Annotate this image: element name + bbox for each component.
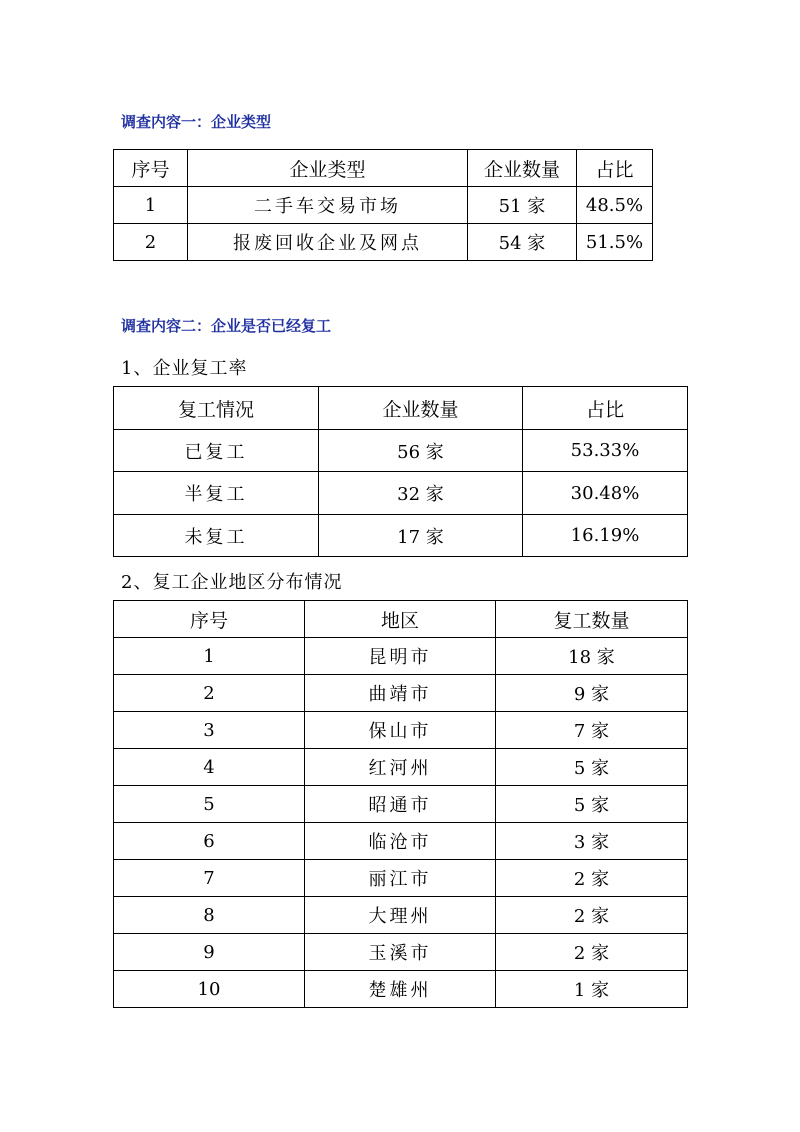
table-row xyxy=(114,971,688,1008)
table-row xyxy=(114,430,688,472)
table-cell: 51 家 xyxy=(468,187,577,224)
table-cell: 30.48% xyxy=(523,472,688,515)
table-header-row xyxy=(114,601,688,638)
table-cell: 54 家 xyxy=(468,224,577,261)
table-header-row xyxy=(114,387,688,430)
section1-heading: 调查内容一：企业类型 xyxy=(121,113,272,131)
region-distribution-table xyxy=(113,600,688,1008)
table-cell: 5 家 xyxy=(496,749,688,786)
header-cell: 企业类型 xyxy=(188,150,468,187)
table-cell: 6 xyxy=(114,823,305,860)
table-cell: 未复工 xyxy=(114,515,319,557)
table-row xyxy=(114,675,688,712)
table-cell: 临沧市 xyxy=(305,823,496,860)
table-row xyxy=(114,515,688,557)
table-row xyxy=(114,749,688,786)
enterprise-type-table xyxy=(113,149,653,261)
table-cell: 9 xyxy=(114,934,305,971)
table-cell: 48.5% xyxy=(577,187,653,224)
header-cell: 占比 xyxy=(577,150,653,187)
table-cell: 18 家 xyxy=(496,638,688,675)
subheading-return-rate: 1、企业复工率 xyxy=(121,358,248,379)
section2-heading: 调查内容二：企业是否已经复工 xyxy=(121,317,332,335)
table-row xyxy=(114,187,653,224)
table-cell: 已复工 xyxy=(114,430,319,472)
table-cell: 2 家 xyxy=(496,934,688,971)
table-cell: 2 家 xyxy=(496,897,688,934)
table-cell: 大理州 xyxy=(305,897,496,934)
subheading-region-distribution: 2、复工企业地区分布情况 xyxy=(121,572,343,593)
table-cell: 2 xyxy=(114,675,305,712)
table-cell: 玉溪市 xyxy=(305,934,496,971)
table-cell: 保山市 xyxy=(305,712,496,749)
table-cell: 半复工 xyxy=(114,472,319,515)
table-row xyxy=(114,712,688,749)
return-rate-table xyxy=(113,386,688,557)
table-cell: 2 家 xyxy=(496,860,688,897)
table-cell: 5 xyxy=(114,786,305,823)
table-cell: 红河州 xyxy=(305,749,496,786)
table-row xyxy=(114,224,653,261)
table-cell: 51.5% xyxy=(577,224,653,261)
header-cell: 序号 xyxy=(114,601,305,638)
table-cell: 8 xyxy=(114,897,305,934)
table-cell: 3 xyxy=(114,712,305,749)
table-cell: 4 xyxy=(114,749,305,786)
table-header-row xyxy=(114,150,653,187)
table-cell: 5 家 xyxy=(496,786,688,823)
header-cell: 复工情况 xyxy=(114,387,319,430)
table-cell: 昆明市 xyxy=(305,638,496,675)
table-cell: 3 家 xyxy=(496,823,688,860)
table-cell: 昭通市 xyxy=(305,786,496,823)
table-cell: 9 家 xyxy=(496,675,688,712)
table-cell: 二手车交易市场 xyxy=(188,187,468,224)
table-cell: 1 家 xyxy=(496,971,688,1008)
table-row xyxy=(114,897,688,934)
table-cell: 10 xyxy=(114,971,305,1008)
table-cell: 1 xyxy=(114,187,188,224)
table-cell: 56 家 xyxy=(319,430,523,472)
table-cell: 16.19% xyxy=(523,515,688,557)
table-row xyxy=(114,934,688,971)
table-cell: 楚雄州 xyxy=(305,971,496,1008)
header-cell: 复工数量 xyxy=(496,601,688,638)
table-cell: 53.33% xyxy=(523,430,688,472)
table-cell: 7 家 xyxy=(496,712,688,749)
table-cell: 1 xyxy=(114,638,305,675)
table-cell: 丽江市 xyxy=(305,860,496,897)
header-cell: 序号 xyxy=(114,150,188,187)
table-cell: 32 家 xyxy=(319,472,523,515)
table-cell: 曲靖市 xyxy=(305,675,496,712)
table-row xyxy=(114,786,688,823)
header-cell: 企业数量 xyxy=(319,387,523,430)
header-cell: 企业数量 xyxy=(468,150,577,187)
table-cell: 17 家 xyxy=(319,515,523,557)
header-cell: 占比 xyxy=(523,387,688,430)
table-row xyxy=(114,823,688,860)
header-cell: 地区 xyxy=(305,601,496,638)
table-row xyxy=(114,638,688,675)
table-cell: 报废回收企业及网点 xyxy=(188,224,468,261)
table-row xyxy=(114,472,688,515)
table-cell: 7 xyxy=(114,860,305,897)
table-row xyxy=(114,860,688,897)
table-cell: 2 xyxy=(114,224,188,261)
